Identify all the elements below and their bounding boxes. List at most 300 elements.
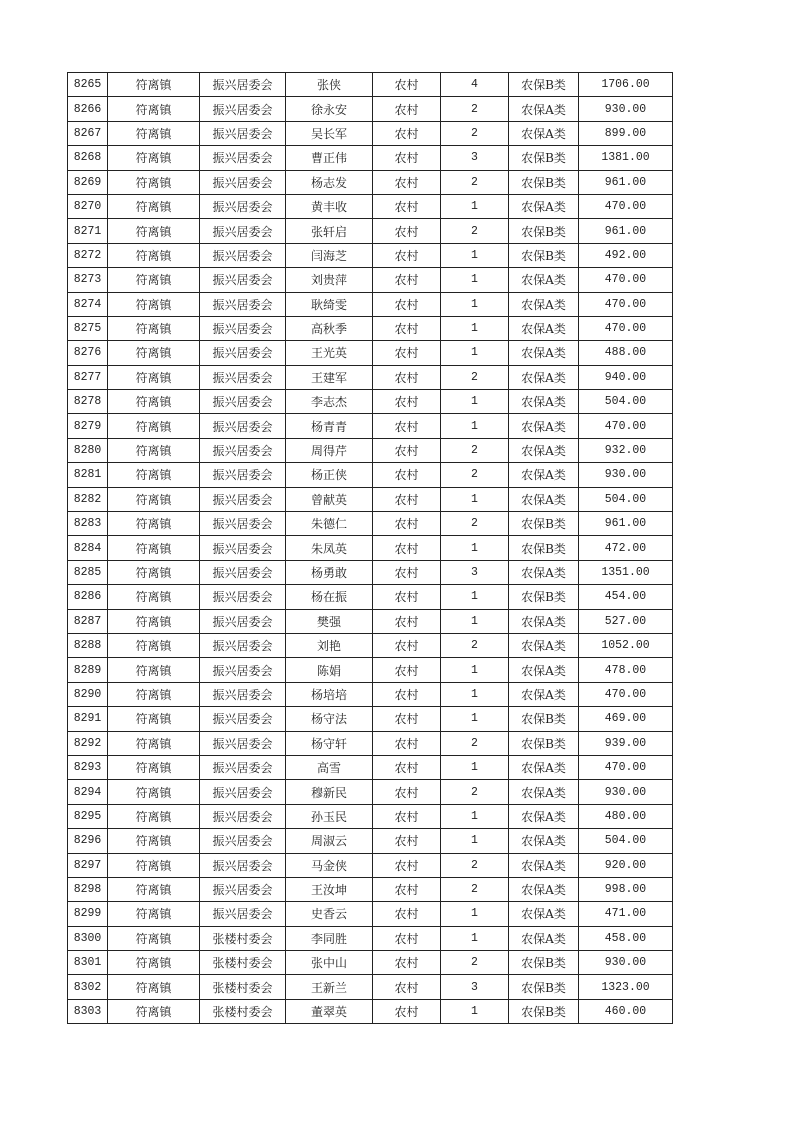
amount-cell: 1706.00 (579, 73, 673, 97)
amount-cell: 470.00 (579, 755, 673, 779)
amount-cell: 470.00 (579, 194, 673, 218)
household-type-cell: 农村 (373, 902, 441, 926)
row-number-cell: 8270 (68, 194, 108, 218)
table-row (68, 121, 673, 145)
table-row (68, 682, 673, 706)
town-cell: 符离镇 (108, 73, 200, 97)
household-type-cell: 农村 (373, 292, 441, 316)
row-number-cell: 8272 (68, 243, 108, 267)
insurance-category-cell: 农保A类 (509, 97, 579, 121)
household-type-cell: 农村 (373, 390, 441, 414)
family-size-cell: 1 (441, 341, 509, 365)
insurance-category-cell: 农保A类 (509, 658, 579, 682)
person-name-cell: 周淑云 (286, 829, 373, 853)
insurance-category-cell: 农保A类 (509, 609, 579, 633)
table-row (68, 804, 673, 828)
family-size-cell: 1 (441, 316, 509, 340)
amount-cell: 460.00 (579, 999, 673, 1023)
person-name-cell: 杨志发 (286, 170, 373, 194)
town-cell: 符离镇 (108, 390, 200, 414)
family-size-cell: 4 (441, 73, 509, 97)
committee-cell: 振兴居委会 (200, 97, 286, 121)
insurance-category-cell: 农保B类 (509, 170, 579, 194)
person-name-cell: 杨守法 (286, 707, 373, 731)
person-name-cell: 刘艳 (286, 633, 373, 657)
person-name-cell: 杨勇敢 (286, 560, 373, 584)
town-cell: 符离镇 (108, 731, 200, 755)
table-row (68, 97, 673, 121)
committee-cell: 振兴居委会 (200, 121, 286, 145)
amount-cell: 470.00 (579, 682, 673, 706)
household-type-cell: 农村 (373, 658, 441, 682)
amount-cell: 939.00 (579, 731, 673, 755)
table-row (68, 316, 673, 340)
household-type-cell: 农村 (373, 438, 441, 462)
row-number-cell: 8283 (68, 512, 108, 536)
row-number-cell: 8295 (68, 804, 108, 828)
amount-cell: 930.00 (579, 951, 673, 975)
row-number-cell: 8285 (68, 560, 108, 584)
town-cell: 符离镇 (108, 219, 200, 243)
insurance-category-cell: 农保A类 (509, 853, 579, 877)
town-cell: 符离镇 (108, 999, 200, 1023)
amount-cell: 1381.00 (579, 146, 673, 170)
committee-cell: 振兴居委会 (200, 877, 286, 901)
family-size-cell: 1 (441, 829, 509, 853)
committee-cell: 振兴居委会 (200, 780, 286, 804)
town-cell: 符离镇 (108, 414, 200, 438)
row-number-cell: 8293 (68, 755, 108, 779)
amount-cell: 1052.00 (579, 633, 673, 657)
household-type-cell: 农村 (373, 365, 441, 389)
person-name-cell: 闫海芝 (286, 243, 373, 267)
family-size-cell: 1 (441, 926, 509, 950)
table-row (68, 877, 673, 901)
town-cell: 符离镇 (108, 316, 200, 340)
family-size-cell: 1 (441, 902, 509, 926)
household-type-cell: 农村 (373, 926, 441, 950)
town-cell: 符离镇 (108, 780, 200, 804)
committee-cell: 振兴居委会 (200, 73, 286, 97)
family-size-cell: 2 (441, 512, 509, 536)
household-type-cell: 农村 (373, 731, 441, 755)
person-name-cell: 张中山 (286, 951, 373, 975)
town-cell: 符离镇 (108, 829, 200, 853)
insurance-category-cell: 农保A类 (509, 365, 579, 389)
insurance-category-cell: 农保A类 (509, 780, 579, 804)
insurance-category-cell: 农保A类 (509, 682, 579, 706)
row-number-cell: 8282 (68, 487, 108, 511)
town-cell: 符离镇 (108, 268, 200, 292)
household-type-cell: 农村 (373, 194, 441, 218)
committee-cell: 振兴居委会 (200, 853, 286, 877)
household-type-cell: 农村 (373, 585, 441, 609)
amount-cell: 932.00 (579, 438, 673, 462)
household-type-cell: 农村 (373, 536, 441, 560)
town-cell: 符离镇 (108, 682, 200, 706)
amount-cell: 504.00 (579, 487, 673, 511)
committee-cell: 振兴居委会 (200, 487, 286, 511)
table-row (68, 243, 673, 267)
table-row (68, 73, 673, 97)
amount-cell: 920.00 (579, 853, 673, 877)
table-row (68, 365, 673, 389)
amount-cell: 527.00 (579, 609, 673, 633)
town-cell: 符离镇 (108, 609, 200, 633)
amount-cell: 998.00 (579, 877, 673, 901)
amount-cell: 480.00 (579, 804, 673, 828)
insurance-category-cell: 农保A类 (509, 121, 579, 145)
family-size-cell: 1 (441, 268, 509, 292)
town-cell: 符离镇 (108, 902, 200, 926)
person-name-cell: 周得芹 (286, 438, 373, 462)
town-cell: 符离镇 (108, 292, 200, 316)
person-name-cell: 王光英 (286, 341, 373, 365)
household-type-cell: 农村 (373, 121, 441, 145)
row-number-cell: 8291 (68, 707, 108, 731)
town-cell: 符离镇 (108, 926, 200, 950)
row-number-cell: 8277 (68, 365, 108, 389)
person-name-cell: 杨在振 (286, 585, 373, 609)
household-type-cell: 农村 (373, 219, 441, 243)
town-cell: 符离镇 (108, 194, 200, 218)
row-number-cell: 8289 (68, 658, 108, 682)
family-size-cell: 1 (441, 755, 509, 779)
insurance-category-cell: 农保A类 (509, 926, 579, 950)
table-row (68, 194, 673, 218)
household-type-cell: 农村 (373, 975, 441, 999)
town-cell: 符离镇 (108, 658, 200, 682)
family-size-cell: 2 (441, 365, 509, 389)
person-name-cell: 曾献英 (286, 487, 373, 511)
family-size-cell: 1 (441, 414, 509, 438)
amount-cell: 458.00 (579, 926, 673, 950)
family-size-cell: 1 (441, 609, 509, 633)
town-cell: 符离镇 (108, 536, 200, 560)
insurance-category-cell: 农保A类 (509, 268, 579, 292)
committee-cell: 振兴居委会 (200, 633, 286, 657)
town-cell: 符离镇 (108, 146, 200, 170)
family-size-cell: 1 (441, 999, 509, 1023)
table-row (68, 829, 673, 853)
person-name-cell: 杨培培 (286, 682, 373, 706)
table-row (68, 658, 673, 682)
committee-cell: 振兴居委会 (200, 194, 286, 218)
household-type-cell: 农村 (373, 414, 441, 438)
committee-cell: 振兴居委会 (200, 219, 286, 243)
row-number-cell: 8288 (68, 633, 108, 657)
committee-cell: 振兴居委会 (200, 463, 286, 487)
row-number-cell: 8265 (68, 73, 108, 97)
insurance-category-cell: 农保A类 (509, 560, 579, 584)
household-type-cell: 农村 (373, 316, 441, 340)
amount-cell: 961.00 (579, 170, 673, 194)
insurance-category-cell: 农保B类 (509, 731, 579, 755)
family-size-cell: 1 (441, 194, 509, 218)
committee-cell: 振兴居委会 (200, 804, 286, 828)
household-type-cell: 农村 (373, 268, 441, 292)
amount-cell: 471.00 (579, 902, 673, 926)
table-row (68, 755, 673, 779)
family-size-cell: 2 (441, 121, 509, 145)
person-name-cell: 王新兰 (286, 975, 373, 999)
committee-cell: 振兴居委会 (200, 292, 286, 316)
insurance-category-cell: 农保B类 (509, 707, 579, 731)
insurance-category-cell: 农保A类 (509, 877, 579, 901)
insurance-category-cell: 农保B类 (509, 951, 579, 975)
family-size-cell: 2 (441, 731, 509, 755)
person-name-cell: 史香云 (286, 902, 373, 926)
town-cell: 符离镇 (108, 512, 200, 536)
person-name-cell: 朱德仁 (286, 512, 373, 536)
insurance-category-cell: 农保A类 (509, 414, 579, 438)
amount-cell: 472.00 (579, 536, 673, 560)
committee-cell: 振兴居委会 (200, 902, 286, 926)
town-cell: 符离镇 (108, 341, 200, 365)
household-type-cell: 农村 (373, 512, 441, 536)
committee-cell: 张楼村委会 (200, 926, 286, 950)
town-cell: 符离镇 (108, 97, 200, 121)
committee-cell: 振兴居委会 (200, 707, 286, 731)
household-type-cell: 农村 (373, 829, 441, 853)
table-row (68, 609, 673, 633)
committee-cell: 振兴居委会 (200, 755, 286, 779)
person-name-cell: 樊强 (286, 609, 373, 633)
amount-cell: 899.00 (579, 121, 673, 145)
table-row (68, 463, 673, 487)
row-number-cell: 8273 (68, 268, 108, 292)
family-size-cell: 3 (441, 975, 509, 999)
family-size-cell: 2 (441, 951, 509, 975)
family-size-cell: 3 (441, 560, 509, 584)
town-cell: 符离镇 (108, 975, 200, 999)
person-name-cell: 孙玉民 (286, 804, 373, 828)
committee-cell: 张楼村委会 (200, 951, 286, 975)
town-cell: 符离镇 (108, 121, 200, 145)
household-type-cell: 农村 (373, 707, 441, 731)
table-row (68, 341, 673, 365)
committee-cell: 振兴居委会 (200, 390, 286, 414)
household-type-cell: 农村 (373, 951, 441, 975)
table-row (68, 292, 673, 316)
person-name-cell: 马金侠 (286, 853, 373, 877)
person-name-cell: 穆新民 (286, 780, 373, 804)
table-row (68, 170, 673, 194)
row-number-cell: 8287 (68, 609, 108, 633)
town-cell: 符离镇 (108, 438, 200, 462)
insurance-category-cell: 农保B类 (509, 999, 579, 1023)
insurance-category-cell: 农保A类 (509, 755, 579, 779)
table-row (68, 975, 673, 999)
table-row (68, 951, 673, 975)
table-body (68, 73, 673, 1024)
table-row (68, 926, 673, 950)
committee-cell: 振兴居委会 (200, 414, 286, 438)
committee-cell: 振兴居委会 (200, 585, 286, 609)
table-row (68, 146, 673, 170)
table-row (68, 585, 673, 609)
amount-cell: 930.00 (579, 780, 673, 804)
person-name-cell: 王汝坤 (286, 877, 373, 901)
row-number-cell: 8298 (68, 877, 108, 901)
insurance-category-cell: 农保A类 (509, 633, 579, 657)
town-cell: 符离镇 (108, 951, 200, 975)
row-number-cell: 8301 (68, 951, 108, 975)
insurance-category-cell: 农保A类 (509, 194, 579, 218)
row-number-cell: 8290 (68, 682, 108, 706)
family-size-cell: 1 (441, 390, 509, 414)
family-size-cell: 2 (441, 780, 509, 804)
person-name-cell: 朱凤英 (286, 536, 373, 560)
household-type-cell: 农村 (373, 804, 441, 828)
amount-cell: 488.00 (579, 341, 673, 365)
row-number-cell: 8275 (68, 316, 108, 340)
person-name-cell: 张侠 (286, 73, 373, 97)
person-name-cell: 李志杰 (286, 390, 373, 414)
town-cell: 符离镇 (108, 633, 200, 657)
insurance-category-cell: 农保B类 (509, 243, 579, 267)
beneficiary-table (67, 72, 673, 1024)
household-type-cell: 农村 (373, 487, 441, 511)
committee-cell: 振兴居委会 (200, 536, 286, 560)
committee-cell: 振兴居委会 (200, 365, 286, 389)
amount-cell: 470.00 (579, 414, 673, 438)
amount-cell: 470.00 (579, 268, 673, 292)
committee-cell: 振兴居委会 (200, 268, 286, 292)
committee-cell: 振兴居委会 (200, 829, 286, 853)
insurance-category-cell: 农保A类 (509, 902, 579, 926)
table-row (68, 268, 673, 292)
row-number-cell: 8294 (68, 780, 108, 804)
table-row (68, 902, 673, 926)
family-size-cell: 2 (441, 97, 509, 121)
table-row (68, 390, 673, 414)
household-type-cell: 农村 (373, 73, 441, 97)
row-number-cell: 8268 (68, 146, 108, 170)
family-size-cell: 2 (441, 463, 509, 487)
row-number-cell: 8278 (68, 390, 108, 414)
amount-cell: 1351.00 (579, 560, 673, 584)
row-number-cell: 8286 (68, 585, 108, 609)
family-size-cell: 1 (441, 658, 509, 682)
row-number-cell: 8292 (68, 731, 108, 755)
household-type-cell: 农村 (373, 877, 441, 901)
amount-cell: 469.00 (579, 707, 673, 731)
row-number-cell: 8299 (68, 902, 108, 926)
amount-cell: 930.00 (579, 463, 673, 487)
amount-cell: 454.00 (579, 585, 673, 609)
insurance-category-cell: 农保A类 (509, 390, 579, 414)
committee-cell: 振兴居委会 (200, 658, 286, 682)
amount-cell: 961.00 (579, 219, 673, 243)
table-row (68, 560, 673, 584)
person-name-cell: 吴长军 (286, 121, 373, 145)
row-number-cell: 8297 (68, 853, 108, 877)
amount-cell: 470.00 (579, 316, 673, 340)
family-size-cell: 2 (441, 853, 509, 877)
family-size-cell: 1 (441, 804, 509, 828)
committee-cell: 振兴居委会 (200, 146, 286, 170)
row-number-cell: 8296 (68, 829, 108, 853)
household-type-cell: 农村 (373, 341, 441, 365)
insurance-category-cell: 农保B类 (509, 975, 579, 999)
table-row (68, 219, 673, 243)
committee-cell: 振兴居委会 (200, 512, 286, 536)
family-size-cell: 1 (441, 536, 509, 560)
committee-cell: 振兴居委会 (200, 609, 286, 633)
table-row (68, 731, 673, 755)
household-type-cell: 农村 (373, 146, 441, 170)
family-size-cell: 1 (441, 292, 509, 316)
row-number-cell: 8267 (68, 121, 108, 145)
insurance-category-cell: 农保B类 (509, 146, 579, 170)
family-size-cell: 2 (441, 633, 509, 657)
insurance-category-cell: 农保A类 (509, 829, 579, 853)
family-size-cell: 2 (441, 170, 509, 194)
table-row (68, 707, 673, 731)
row-number-cell: 8274 (68, 292, 108, 316)
amount-cell: 492.00 (579, 243, 673, 267)
table-row (68, 512, 673, 536)
town-cell: 符离镇 (108, 707, 200, 731)
town-cell: 符离镇 (108, 853, 200, 877)
table-row (68, 853, 673, 877)
row-number-cell: 8303 (68, 999, 108, 1023)
household-type-cell: 农村 (373, 853, 441, 877)
family-size-cell: 1 (441, 682, 509, 706)
row-number-cell: 8276 (68, 341, 108, 365)
insurance-category-cell: 农保A类 (509, 804, 579, 828)
household-type-cell: 农村 (373, 755, 441, 779)
town-cell: 符离镇 (108, 560, 200, 584)
town-cell: 符离镇 (108, 170, 200, 194)
household-type-cell: 农村 (373, 560, 441, 584)
household-type-cell: 农村 (373, 97, 441, 121)
town-cell: 符离镇 (108, 487, 200, 511)
table-row (68, 438, 673, 462)
amount-cell: 930.00 (579, 97, 673, 121)
insurance-category-cell: 农保B类 (509, 536, 579, 560)
person-name-cell: 张轩启 (286, 219, 373, 243)
committee-cell: 振兴居委会 (200, 170, 286, 194)
person-name-cell: 徐永安 (286, 97, 373, 121)
person-name-cell: 杨青青 (286, 414, 373, 438)
amount-cell: 940.00 (579, 365, 673, 389)
row-number-cell: 8269 (68, 170, 108, 194)
amount-cell: 504.00 (579, 829, 673, 853)
committee-cell: 振兴居委会 (200, 341, 286, 365)
insurance-category-cell: 农保A类 (509, 341, 579, 365)
family-size-cell: 2 (441, 438, 509, 462)
person-name-cell: 耿绮雯 (286, 292, 373, 316)
town-cell: 符离镇 (108, 877, 200, 901)
insurance-category-cell: 农保A类 (509, 438, 579, 462)
committee-cell: 张楼村委会 (200, 999, 286, 1023)
person-name-cell: 董翠英 (286, 999, 373, 1023)
town-cell: 符离镇 (108, 755, 200, 779)
household-type-cell: 农村 (373, 243, 441, 267)
committee-cell: 振兴居委会 (200, 560, 286, 584)
committee-cell: 张楼村委会 (200, 975, 286, 999)
committee-cell: 振兴居委会 (200, 243, 286, 267)
amount-cell: 1323.00 (579, 975, 673, 999)
household-type-cell: 农村 (373, 682, 441, 706)
person-name-cell: 王建军 (286, 365, 373, 389)
table-row (68, 536, 673, 560)
insurance-category-cell: 农保A类 (509, 292, 579, 316)
household-type-cell: 农村 (373, 170, 441, 194)
table-row (68, 414, 673, 438)
